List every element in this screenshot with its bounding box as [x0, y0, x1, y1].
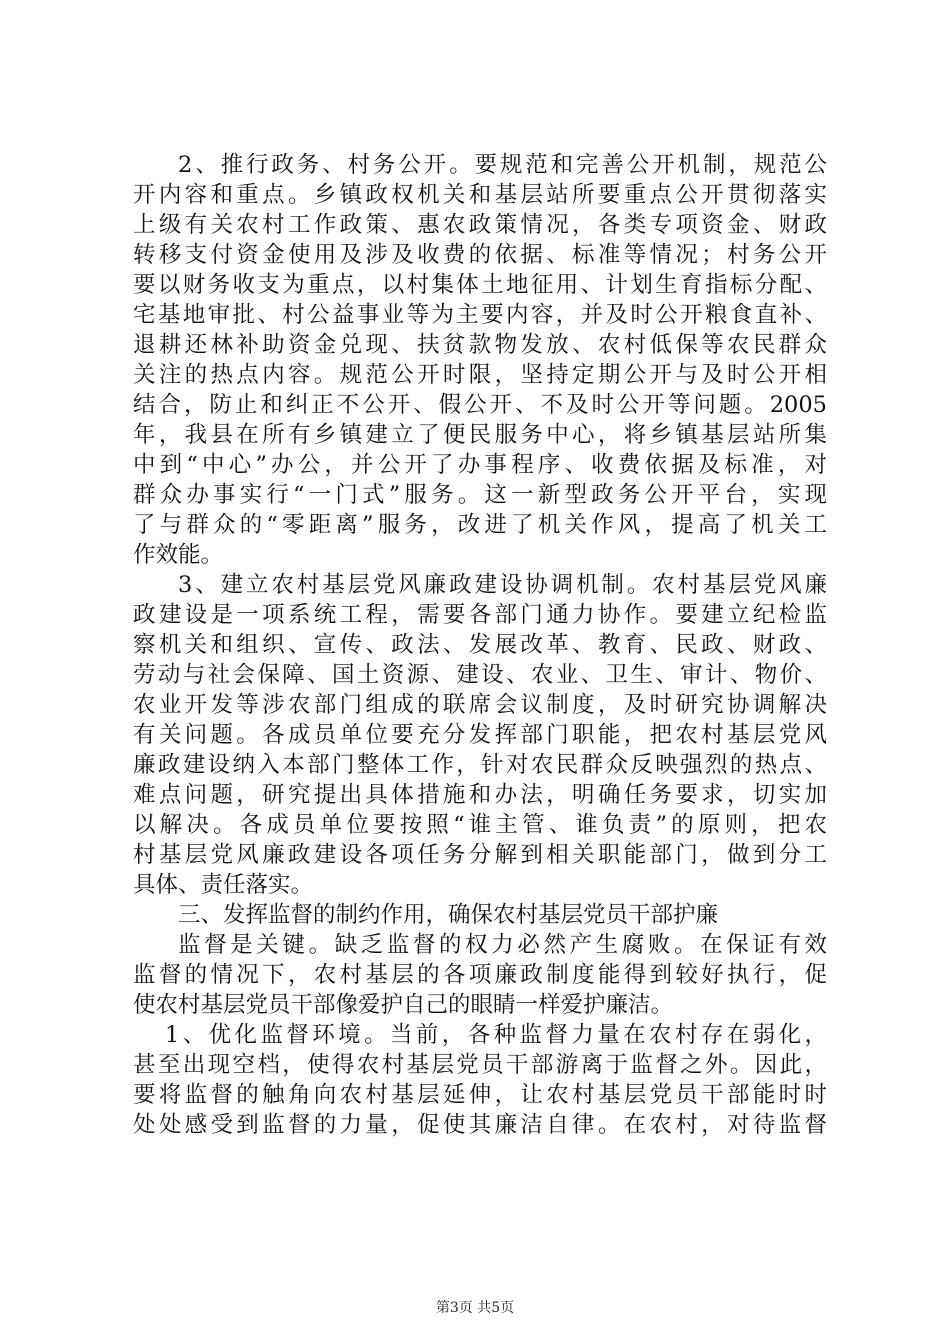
paragraph-supervision-intro: [133, 930, 827, 1020]
text-line: 以解决。各成员单位要按照“谁主管、谁负责”的原则，把农: [133, 812, 827, 838]
section-heading-text: 三、发挥监督的制约作用，确保农村基层党员干部护廉: [178, 902, 719, 928]
text-line: 了与群众的“零距离”服务，改进了机关作风，提高了机关工: [133, 512, 827, 538]
text-line: 村基层党风廉政建设各项任务分解到相关职能部门，做到分工: [133, 842, 827, 868]
text-line: 3、建立农村基层党风廉政建设协调机制。农村基层党风廉: [178, 572, 827, 598]
text-line: 监督的情况下，农村基层的各项廉政制度能得到较好执行，促: [133, 962, 827, 988]
text-line: 处处感受到监督的力量，促使其廉洁自律。在农村，对待监督: [133, 1112, 827, 1138]
section-heading-3: [133, 900, 827, 930]
text-line: 察机关和组织、宣传、政法、发展改革、教育、民政、财政、: [133, 632, 827, 658]
paragraph-item-2: [133, 150, 827, 570]
page-number-footer: 第3页 共5页: [435, 1300, 515, 1316]
text-line: 开内容和重点。乡镇政权机关和基层站所要重点公开贯彻落实: [133, 182, 827, 208]
text-line: 难点问题，研究提出具体措施和办法，明确任务要求，切实加: [133, 782, 827, 808]
text-line: 上级有关农村工作政策、惠农政策情况，各类专项资金、财政: [133, 212, 827, 238]
text-line: 监督是关键。缺乏监督的权力必然产生腐败。在保证有效: [178, 932, 827, 958]
text-line: 结合，防止和纠正不公开、假公开、不及时公开等问题。2005: [133, 392, 827, 418]
text-line: 有关问题。各成员单位要充分发挥部门职能，把农村基层党风: [133, 722, 827, 748]
text-line: 甚至出现空档，使得农村基层党员干部游离于监督之外。因此，: [133, 1052, 827, 1078]
text-line: 要以财务收支为重点，以村集体土地征用、计划生育指标分配、: [133, 272, 827, 298]
paragraph-item-1: [133, 1020, 827, 1140]
text-line: 宅基地审批、村公益事业等为主要内容，并及时公开粮食直补、: [133, 302, 827, 328]
text-line: 农业开发等涉农部门组成的联席会议制度，及时研究协调解决: [133, 692, 827, 718]
document-body: [133, 150, 827, 1140]
text-line: 转移支付资金使用及涉及收费的依据、标准等情况；村务公开: [133, 242, 827, 268]
paragraph-item-3: [133, 570, 827, 900]
text-line: 政建设是一项系统工程，需要各部门通力协作。要建立纪检监: [133, 602, 827, 628]
text-line: 作效能。: [133, 542, 224, 568]
text-line: 具体、责任落实。: [133, 872, 314, 898]
text-line: 2、推行政务、村务公开。要规范和完善公开机制，规范公: [178, 152, 827, 178]
text-line: 年，我县在所有乡镇建立了便民服务中心，将乡镇基层站所集: [133, 422, 827, 448]
text-line: 关注的热点内容。规范公开时限，坚持定期公开与及时公开相: [133, 362, 827, 388]
text-line: 廉政建设纳入本部门整体工作，针对农民群众反映强烈的热点、: [133, 752, 827, 778]
text-line: 中到“中心”办公，并公开了办事程序、收费依据及标准，对: [133, 452, 827, 478]
text-line: 退耕还林补助资金兑现、扶贫款物发放、农村低保等农民群众: [133, 332, 827, 358]
text-line: 劳动与社会保障、国土资源、建设、农业、卫生、审计、物价、: [133, 662, 827, 688]
text-line: 1、优化监督环境。当前，各种监督力量在农村存在弱化，: [165, 1022, 827, 1048]
text-line: 群众办事实行“一门式”服务。这一新型政务公开平台，实现: [133, 482, 827, 508]
text-line: 使农村基层党员干部像爱护自己的眼睛一样爱护廉洁。: [133, 992, 674, 1018]
text-line: 要将监督的触角向农村基层延伸，让农村基层党员干部能时时: [133, 1082, 827, 1108]
